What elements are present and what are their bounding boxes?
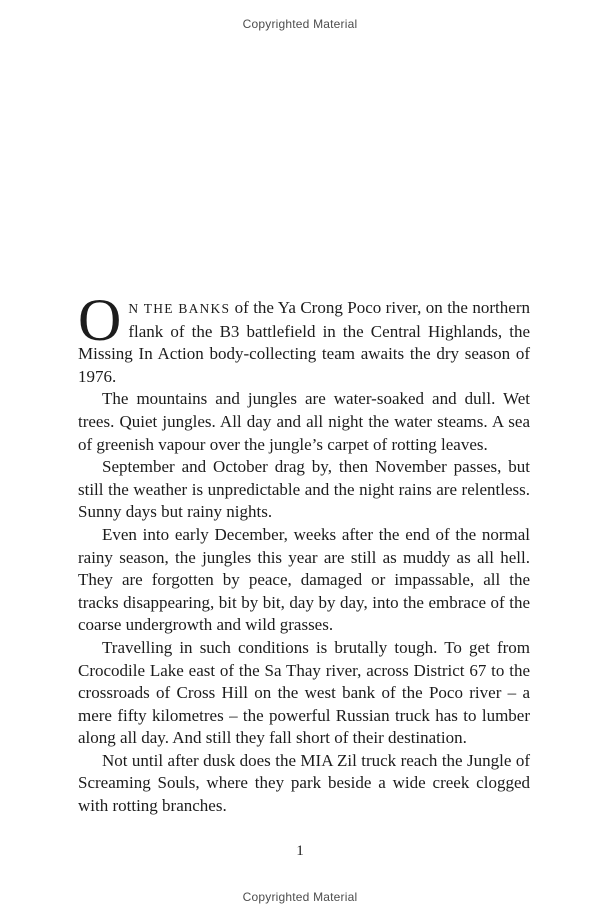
paragraph: Not until after dusk does the MIA Zil truck reach the Jungle of Screaming Souls, where they park beside a wide creek clogged with rotting branches. bbox=[78, 750, 530, 816]
paragraph: Travelling in such conditions is brutally tough. To get from Crocodile Lake east of the Sa Thay river, across District 67 to the crossroads of Cross Hill on the west bank of the Poco river – a mere fifty kilometres – the powerful Russian truck has to lumber along all day. And still they fall short of their destination. bbox=[78, 637, 530, 748]
opening-paragraph bbox=[78, 287, 530, 388]
copyright-notice-top: Copyrighted Material bbox=[242, 17, 358, 31]
copyright-notice-bottom: Copyrighted Material bbox=[242, 890, 358, 904]
opening-smallcaps: N THE BANKS bbox=[128, 301, 231, 316]
paragraph: The mountains and jungles are water-soaked and dull. Wet trees. Quiet jungles. All day and all night the water steams. A sea of greenish vapour over the jungle’s carpet of rotting leaves. bbox=[78, 389, 530, 454]
dropcap-letter: O bbox=[78, 287, 122, 353]
paragraph: Even into early December, weeks after the end of the normal rainy season, the jungles this year are still as muddy as all hell. They are forgotten by peace, damaged or impassable, all the tracks disappearing, bit by bit, day by day, into the embrace of the coarse undergrowth and wild grasses. bbox=[78, 524, 530, 635]
page-number: 1 bbox=[296, 843, 304, 859]
opening-text: of the Ya Crong Poco river, on the northern flank of the B3 battlefield in the Central Highlands, the Missing In Action body-collecting team awaits the dry season of 1976. bbox=[78, 298, 530, 386]
paragraph: September and October drag by, then November passes, but still the weather is unpredictable and the night rains are relentless. Sunny days but rainy nights. bbox=[78, 457, 530, 522]
page-text-block bbox=[78, 287, 530, 818]
